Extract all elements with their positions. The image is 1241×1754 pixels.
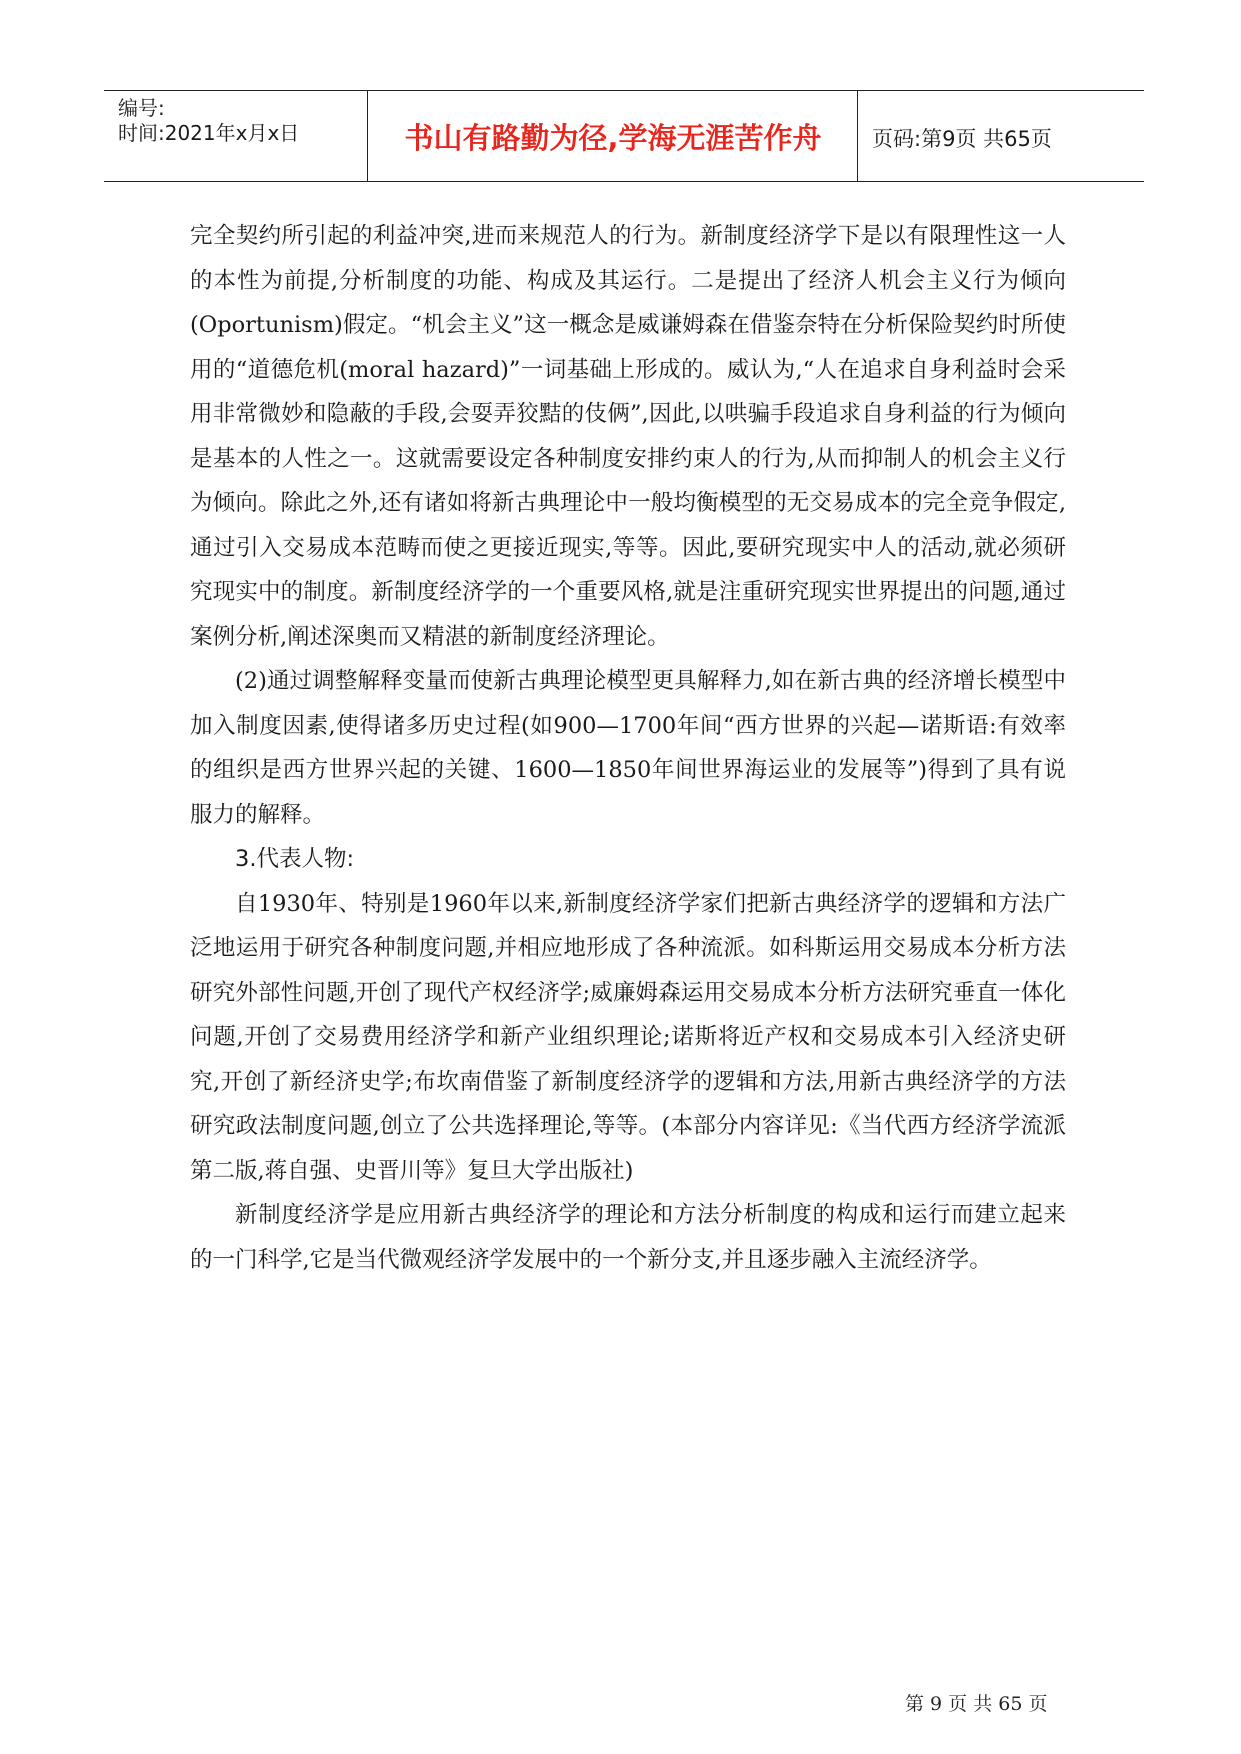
page-footer: 第 9 页 共 65 页 [905,1693,1048,1715]
number-label: 编号: [118,96,165,120]
body-paragraph: 自1930年、特别是1960年以来,新制度经济学家们把新古典经济学的逻辑和方法广泛地运用于研究各种制度问题,并相应地形成了各种流派。如科斯运用交易成本分析方法研究外部性问题,开创了现代产权经济学;威廉姆森运用交易成本分析方法研究垂直一体化问题,开创了交易费用经济学和新产业组织理论;诺斯将近产权和交易成本引入经济史研究,开创了新经济史学;布坎南借鉴了新制度经济学的逻辑和方法,用新古典经济学的方法研究政法制度问题,创立了公共选择理论,等等。(本部分内容详见:《当代西方经济学流派第二版,蒋自强、史晋川等》复旦大学出版社) [190,890,1066,1184]
header-divider [857,91,858,181]
header-divider [367,91,368,181]
header-motto: 书山有路勤为径,学海无涯苦作舟 [404,121,822,155]
body-paragraph: 完全契约所引起的利益冲突,进而来规范人的行为。新制度经济学下是以有限理性这一人的本性为前提,分析制度的功能、构成及其运行。二是提出了经济人机会主义行为倾向(Oportunism)假定。“机会主义”这一概念是威谦姆森在借鉴奈特在分析保险契约时所使用的“道德危机(moral hazard)”一词基础上形成的。威认为,“人在追求自身利益时会采用非常微妙和隐蔽的手段,会耍弄狡黠的伎俩”,因此,以哄骗手段追求自身利益的行为倾向是基本的人性之一。这就需要设定各种制度安排约束人的行为,从而抑制人的机会主义行为倾向。除此之外,还有诸如将新古典理论中一般均衡模型的无交易成本的完全竞争假定,通过引入交易成本范畴而使之更接近现实,等等。因此,要研究现实中人的活动,就必须研究现实中的制度。新制度经济学的一个重要风格,就是注重研究现实世界提出的问题,通过案例分析,阐述深奥而又精湛的新制度经济理论。 [190,223,1066,650]
header-page-code: 页码:第9页 共65页 [872,127,1052,151]
section-heading: 3.代表人物: [235,846,355,872]
time-label: 时间:2021年x月x日 [118,121,300,145]
page-header [104,90,1144,182]
body-paragraph: 新制度经济学是应用新古典经济学的理论和方法分析制度的构成和运行而建立起来的一门科学,它是当代微观经济学发展中的一个新分支,并且逐步融入主流经济学。 [190,1202,1066,1273]
body-paragraph: (2)通过调整解释变量而使新古典理论模型更具解释力,如在新古典的经济增长模型中加入制度因素,使得诸多历史过程(如900—1700年间“西方世界的兴起—诺斯语:有效率的组织是西方世界兴起的关键、1600—1850年间世界海运业的发展等”)得到了具有说服力的解释。 [190,668,1066,828]
document-body [190,214,1066,1282]
